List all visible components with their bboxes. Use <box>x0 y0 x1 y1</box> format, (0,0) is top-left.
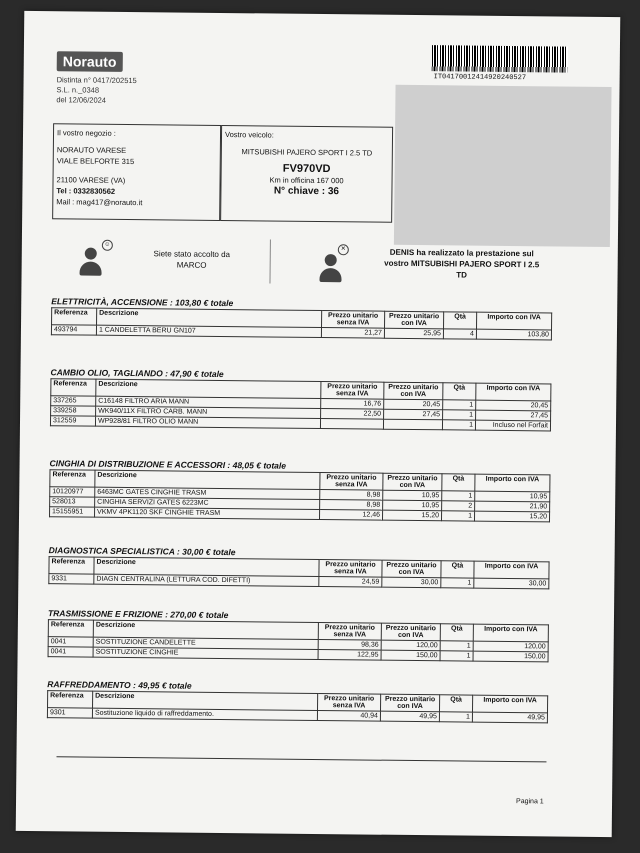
column-header-ref: Referenza <box>49 557 94 574</box>
cell-desc: 6463MC GATES CINGHIE TRASM <box>95 487 320 499</box>
document-meta <box>56 75 136 106</box>
cell-qty: 1 <box>440 651 473 661</box>
cell-desc: C16148 FILTRO ARIA MANN <box>96 396 321 408</box>
shop-box <box>52 123 221 221</box>
cell-qty: 2 <box>442 501 475 511</box>
cell-qty: 1 <box>442 420 475 430</box>
vehicle-box <box>220 125 393 223</box>
column-header-unit_no_vat: Prezzo unitario senza IVA <box>317 694 380 712</box>
smile-icon: ☺ <box>102 240 113 251</box>
column-header-ref: Referenza <box>51 379 96 396</box>
items-table <box>47 690 548 723</box>
cell-qty: 1 <box>439 712 472 722</box>
cell-tot: 150,00 <box>473 651 548 662</box>
column-header-qty: Qtà <box>444 312 477 329</box>
cell-tot: Incluso nel Forfait <box>475 420 550 431</box>
column-header-unit_no_vat: Prezzo unitario senza IVA <box>318 623 381 641</box>
cell-p1: 24,59 <box>319 577 382 588</box>
column-header-total_vat: Importo con IVA <box>475 474 550 492</box>
greeting-right-line2: vostro MITSUBISHI PAJERO SPORT I 2.5 <box>384 258 540 270</box>
invoice-sheet <box>16 11 621 837</box>
cell-tot: 21,90 <box>475 501 550 512</box>
cell-p1: 122,95 <box>318 650 381 661</box>
cell-tot: 27,45 <box>476 410 551 421</box>
section-title: ELETTRICITÀ, ACCENSIONE : 103,80 € totale <box>51 296 234 309</box>
cell-desc: WK940/11X FILTRO CARB. MANN <box>96 406 321 418</box>
page-number: Pagina 1 <box>516 798 544 806</box>
divider <box>269 239 270 283</box>
section-title: TRASMISSIONE E FRIZIONE : 270,00 € totale <box>47 608 229 621</box>
cell-desc: SOSTITUZIONE CINGHIE <box>93 647 318 659</box>
column-header-unit_vat: Prezzo unitario con IVA <box>382 560 441 578</box>
items-table <box>51 307 552 340</box>
cell-desc: SOSTITUZIONE CANDELETTE <box>93 637 318 649</box>
shop-city: 21100 VARESE (VA) <box>56 175 126 185</box>
cell-qty: 1 <box>440 641 473 651</box>
greeting-left-name: MARCO <box>176 260 207 270</box>
cell-ref: 528013 <box>50 497 95 507</box>
column-header-qty: Qtà <box>441 561 474 578</box>
cell-qty: 1 <box>443 400 476 410</box>
cell-tot: 30,00 <box>474 578 549 589</box>
cell-p2: 10,95 <box>383 500 442 511</box>
shop-street: VIALE BELFORTE 315 <box>56 156 135 167</box>
cell-p2: 150,00 <box>381 650 440 661</box>
cell-qty: 4 <box>443 329 476 339</box>
shop-name: NORAUTO VARESE <box>56 145 127 155</box>
section-title: CAMBIO OLIO, TAGLIANDO : 47,90 € totale <box>50 367 224 380</box>
redacted-area <box>394 85 612 247</box>
items-table <box>48 556 549 589</box>
column-header-desc: Descrizione <box>97 308 322 327</box>
cell-ref: 0041 <box>48 647 93 657</box>
section-title: DIAGNOSTICA SPECIALISTICA : 30,00 € totale <box>48 545 236 558</box>
cell-p2 <box>383 419 442 430</box>
items-table <box>49 469 550 522</box>
column-header-total_vat: Importo con IVA <box>477 312 552 330</box>
cell-p1: 21,27 <box>321 328 384 339</box>
cell-p2: 30,00 <box>382 577 441 588</box>
cell-ref: 0041 <box>48 637 93 647</box>
section-title: RAFFREDDAMENTO : 49,95 € totale <box>47 679 192 691</box>
column-header-desc: Descrizione <box>96 379 321 398</box>
column-header-ref: Referenza <box>48 691 93 708</box>
section-title: CINGHIA DI DISTRIBUZIONE E ACCESSORI : 48,05 € totale <box>49 458 287 471</box>
column-header-desc: Descrizione <box>93 620 318 639</box>
mechanic-icon <box>317 254 343 284</box>
vehicle-model: MITSUBISHI PAJERO SPORT I 2.5 TD <box>241 147 373 158</box>
items-table <box>48 619 549 662</box>
column-header-unit_vat: Prezzo unitario con IVA <box>383 473 442 491</box>
cell-tot: 15,20 <box>474 511 549 522</box>
cell-p1: 16,76 <box>321 399 384 410</box>
column-header-unit_vat: Prezzo unitario con IVA <box>381 623 440 641</box>
person-icon <box>78 247 104 277</box>
items-table <box>50 378 551 431</box>
cell-qty: 1 <box>441 578 474 588</box>
column-header-desc: Descrizione <box>94 557 319 576</box>
column-header-qty: Qtà <box>440 624 473 641</box>
cell-tot: 120,00 <box>473 641 548 652</box>
column-header-unit_no_vat: Prezzo unitario senza IVA <box>319 560 382 578</box>
cell-ref: 339258 <box>51 406 96 416</box>
column-header-total_vat: Importo con IVA <box>473 624 548 642</box>
column-header-unit_vat: Prezzo unitario con IVA <box>385 311 444 329</box>
cell-ref: 493794 <box>51 325 96 335</box>
column-header-desc: Descrizione <box>93 691 318 710</box>
column-header-total_vat: Importo con IVA <box>474 561 549 579</box>
greeting-left-line1: Siete stato accolto da <box>153 249 231 260</box>
vehicle-km: Km in officina 167 000 <box>269 175 344 186</box>
cell-p1: 22,50 <box>321 409 384 420</box>
cell-ref: 10120977 <box>50 487 95 497</box>
cell-desc: WP928/81 FILTRO OLIO MANN <box>95 416 320 428</box>
cell-ref: 9331 <box>49 574 94 584</box>
cell-p2: 49,95 <box>380 711 439 722</box>
column-header-unit_vat: Prezzo unitario con IVA <box>384 382 443 400</box>
column-header-ref: Referenza <box>50 470 95 487</box>
distinta-number: Distinta n° 0417/202515 <box>56 75 137 86</box>
greeting-right-line3: TD <box>456 270 467 280</box>
cell-qty: 1 <box>443 410 476 420</box>
cell-p1: 98,36 <box>318 640 381 651</box>
column-header-qty: Qtà <box>439 695 472 712</box>
column-header-ref: Referenza <box>52 308 97 325</box>
cell-qty: 1 <box>442 491 475 501</box>
cell-desc: CINGHIA SERVIZI GATES 6223MC <box>95 497 320 509</box>
vehicle-label: Vostro veicolo: <box>224 130 274 140</box>
cell-p1: 12,46 <box>319 510 382 521</box>
cell-p2: 20,45 <box>384 399 443 410</box>
vehicle-key: N° chiave : 36 <box>273 185 340 198</box>
greeting-left <box>122 248 262 271</box>
cell-p2: 25,95 <box>384 328 443 339</box>
cell-p1: 8,98 <box>320 500 383 511</box>
column-header-total_vat: Importo con IVA <box>476 383 551 401</box>
cell-p2: 27,45 <box>384 409 443 420</box>
shop-tel: Tel : 0332830562 <box>56 186 116 196</box>
cell-desc: Sostituzione liquido di raffreddamento. <box>92 708 317 720</box>
shop-mail: Mail : mag417@norauto.it <box>56 197 143 208</box>
column-header-ref: Referenza <box>48 620 93 637</box>
cell-tot: 49,95 <box>472 712 547 723</box>
cell-tot: 20,45 <box>476 400 551 411</box>
cell-p2: 120,00 <box>381 640 440 651</box>
cell-desc: VKMV 4PK1120 SKF CINGHIE TRASM <box>95 507 320 519</box>
column-header-desc: Descrizione <box>95 470 320 489</box>
vehicle-plate: FV970VD <box>282 162 331 176</box>
bottom-rule <box>56 756 546 762</box>
column-header-unit_vat: Prezzo unitario con IVA <box>380 694 439 712</box>
greeting-right <box>362 246 562 281</box>
cell-qty: 1 <box>441 511 474 521</box>
cell-desc: 1 CANDELETTA BERU GN107 <box>96 325 321 337</box>
cell-p1: 40,94 <box>317 711 380 722</box>
column-header-total_vat: Importo con IVA <box>472 695 547 713</box>
barcode <box>432 45 568 72</box>
barcode-number: IT04170012414920240527 <box>433 73 527 83</box>
tools-icon: ✕ <box>338 244 349 255</box>
column-header-unit_no_vat: Prezzo unitario senza IVA <box>321 382 384 400</box>
shop-label: Il vostro negozio : <box>56 128 116 138</box>
column-header-unit_no_vat: Prezzo unitario senza IVA <box>320 473 383 491</box>
sl-number: S.L. n._0348 <box>56 85 100 95</box>
cell-tot: 10,95 <box>475 491 550 502</box>
column-header-qty: Qtà <box>442 474 475 491</box>
cell-p2: 15,20 <box>382 510 441 521</box>
cell-tot: 103,80 <box>476 329 551 340</box>
document-date: del 12/06/2024 <box>56 95 107 105</box>
cell-ref: 312559 <box>50 416 95 426</box>
cell-ref: 9301 <box>47 708 92 718</box>
cell-p1: 8,98 <box>320 490 383 501</box>
cell-p1 <box>320 419 383 430</box>
cell-ref: 15155951 <box>50 507 95 517</box>
column-header-unit_no_vat: Prezzo unitario senza IVA <box>322 311 385 329</box>
norauto-logo: Norauto <box>57 51 123 72</box>
greeting-right-line1: DENIS ha realizzato la prestazione sul <box>389 247 534 259</box>
cell-p2: 10,95 <box>383 490 442 501</box>
column-header-qty: Qtà <box>443 383 476 400</box>
cell-ref: 337265 <box>51 396 96 406</box>
cell-desc: DIAGN CENTRALINA (LETTURA COD. DIFETTI) <box>94 574 319 586</box>
